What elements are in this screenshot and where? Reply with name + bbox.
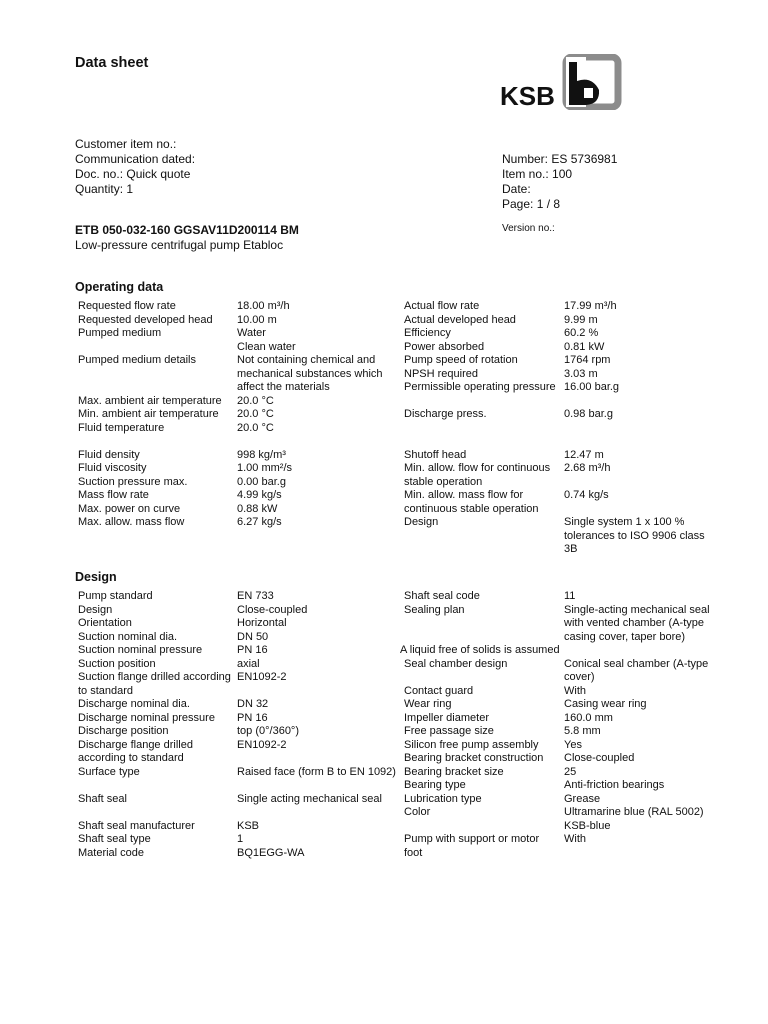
row-label: Requested flow rate [78, 300, 176, 312]
row-label: Mass flow rate [78, 489, 149, 501]
row-label: Wear ring [404, 698, 452, 710]
row-label: Bearing bracket size [404, 765, 504, 778]
date: Date: [502, 182, 531, 196]
row-label: Bearing type [404, 779, 466, 791]
row-label: Min. ambient air temperature [78, 408, 219, 420]
row-value: 10.00 m [237, 313, 277, 326]
row-label: Suction pressure max. [78, 475, 188, 488]
row-label: Impeller diameter [404, 711, 489, 724]
row-label: Discharge nominal pressure [78, 711, 215, 724]
row-label: Orientation [78, 617, 132, 629]
row-value: 25 [564, 765, 577, 778]
row-label: Discharge flange drilled according to standard [78, 738, 193, 764]
row-value: Anti-friction bearings [564, 779, 665, 791]
row-value: 17.99 m³/h [564, 300, 617, 312]
solids-note: A liquid free of solids is assumed [400, 644, 560, 656]
header-left-block [75, 137, 195, 197]
row-label: Shaft seal manufacturer [78, 819, 195, 832]
row-label: Pump speed of rotation [404, 354, 518, 366]
row-value: 11 [564, 590, 576, 602]
product-code: ETB 050-032-160 GGSAV11D200114 BM [75, 223, 299, 237]
row-label: Suction nominal dia. [78, 630, 178, 643]
row-value: axial [237, 657, 260, 670]
doc-no: Doc. no.: Quick quote [75, 167, 191, 181]
page-number: Page: 1 / 8 [502, 197, 561, 211]
row-label: Material code [78, 846, 145, 859]
row-value: 4.99 kg/s [237, 489, 282, 501]
row-value: Horizontal [237, 617, 287, 629]
row-value: 160.0 mm [564, 711, 613, 724]
row-label: Suction nominal pressure [78, 644, 203, 656]
row-label: Bearing bracket construction [404, 752, 544, 764]
operating-data-heading: Operating data [75, 280, 164, 294]
row-value: 1.00 mm²/s [237, 462, 293, 474]
page-title: Data sheet [75, 55, 149, 71]
row-label: Discharge position [78, 725, 169, 737]
row-label: Fluid density [78, 448, 140, 461]
row-label: Color [404, 806, 431, 818]
row-label: Shaft seal [78, 792, 127, 805]
row-label: Pumped medium [78, 327, 162, 339]
row-value: 60.2 % [564, 327, 599, 339]
row-value: 12.47 m [564, 448, 604, 461]
row-label: Shutoff head [404, 448, 467, 461]
row-label: Silicon free pump assembly [404, 738, 539, 751]
quantity: Quantity: 1 [75, 182, 134, 196]
header-right-block [502, 152, 617, 212]
row-value: Casing wear ring [564, 698, 647, 710]
row-label: Seal chamber design [404, 657, 508, 670]
product-description: Low-pressure centrifugal pump Etabloc [75, 238, 284, 252]
row-value: 0.00 bar.g [237, 475, 286, 488]
row-label: Actual flow rate [404, 300, 480, 312]
row-value: 1764 rpm [564, 354, 611, 366]
row-value: 0.81 kW [564, 340, 605, 353]
row-label: Fluid temperature [78, 421, 165, 434]
row-label: Max. power on curve [78, 502, 181, 515]
row-value: Conical seal chamber (A-type cover) [564, 657, 709, 683]
version-no: Version no.: [502, 223, 555, 234]
communication-dated: Communication dated: [75, 152, 196, 166]
row-label: Suction flange drilled according to standard [78, 671, 231, 697]
row-value: 0.98 bar.g [564, 408, 613, 420]
row-label: Discharge nominal dia. [78, 698, 190, 710]
row-value: With [564, 833, 586, 845]
row-value: EN1092-2 [237, 671, 287, 683]
row-label: Shaft seal code [404, 590, 480, 602]
row-value: Close-coupled [237, 603, 308, 616]
row-label: Max. ambient air temperature [78, 394, 222, 407]
row-value: Yes [564, 738, 582, 751]
row-value: 20.0 °C [237, 408, 274, 420]
row-label: Min. allow. mass flow for continuous stable operation [404, 489, 539, 515]
row-label: Permissible operating pressure [404, 381, 556, 393]
row-label: Contact guard [404, 684, 474, 697]
svg-text:KSB: KSB [500, 81, 555, 110]
row-label: Pump standard [78, 590, 153, 602]
row-value: 16.00 bar.g [564, 381, 620, 393]
row-label: Actual developed head [404, 313, 516, 326]
row-label: Pump with support or motor foot [404, 833, 540, 859]
row-value: PN 16 [237, 644, 268, 656]
row-label: Suction position [78, 657, 156, 670]
product-block [75, 223, 299, 253]
row-value: 5.8 mm [564, 725, 601, 737]
customer-item-no: Customer item no.: [75, 137, 177, 151]
row-value: PN 16 [237, 711, 268, 724]
row-value: Water Clean water [237, 327, 296, 353]
design-heading: Design [75, 570, 117, 584]
row-value: EN1092-2 [237, 738, 287, 751]
row-label: Max. allow. mass flow [78, 516, 185, 528]
row-label: Free passage size [404, 725, 494, 737]
row-label: Surface type [78, 765, 140, 778]
row-value: 0.88 kW [237, 502, 278, 515]
row-value: Close-coupled [564, 752, 635, 764]
row-value: EN 733 [237, 590, 274, 602]
row-value: Ultramarine blue (RAL 5002) KSB-blue [564, 806, 704, 832]
row-label: Requested developed head [78, 313, 213, 326]
row-value: 3.03 m [564, 367, 598, 380]
row-value: DN 32 [237, 698, 269, 710]
row-value: 20.0 °C [237, 394, 274, 407]
row-label: Lubrication type [404, 792, 482, 805]
row-label: Shaft seal type [78, 833, 151, 845]
row-value: DN 50 [237, 630, 269, 643]
row-value: 2.68 m³/h [564, 462, 611, 474]
row-label: Efficiency [404, 327, 451, 339]
row-value: Grease [564, 792, 601, 805]
item-no: Item no.: 100 [502, 167, 573, 181]
row-label: Design [404, 516, 439, 528]
row-label: Pumped medium details [78, 354, 197, 366]
row-value: Single acting mechanical seal [237, 792, 382, 805]
row-value: 9.99 m [564, 313, 598, 326]
row-value: Raised face (form B to EN 1092) [237, 765, 396, 778]
row-value: 18.00 m³/h [237, 300, 290, 312]
row-value: BQ1EGG-WA [237, 846, 305, 859]
row-value: 1 [237, 833, 244, 845]
row-value: Not containing chemical and mechanical substances which affect the materials [237, 354, 383, 393]
row-value: Single-acting mechanical seal with vented chamber (A-type casing cover, taper bore) [564, 603, 710, 643]
row-value: 20.0 °C [237, 421, 274, 434]
row-label: Min. allow. flow for continuous stable operation [404, 462, 551, 488]
row-value: With [564, 684, 586, 697]
row-value: KSB [237, 819, 260, 832]
row-value: 6.27 kg/s [237, 516, 282, 528]
row-label: Power absorbed [404, 340, 485, 353]
row-label: NPSH required [404, 367, 478, 380]
row-value: top (0°/360°) [237, 725, 299, 737]
ksb-logo [500, 54, 622, 110]
row-value: 998 kg/m³ [237, 448, 286, 461]
row-value: Single system 1 x 100 % tolerances to ISO 9906 class 3B [564, 516, 705, 555]
row-value: 0.74 kg/s [564, 489, 609, 501]
row-label: Sealing plan [404, 603, 465, 616]
row-label: Discharge press. [404, 408, 487, 420]
row-label: Design [78, 603, 113, 616]
document-number: Number: ES 5736981 [502, 152, 618, 166]
row-label: Fluid viscosity [78, 462, 147, 474]
